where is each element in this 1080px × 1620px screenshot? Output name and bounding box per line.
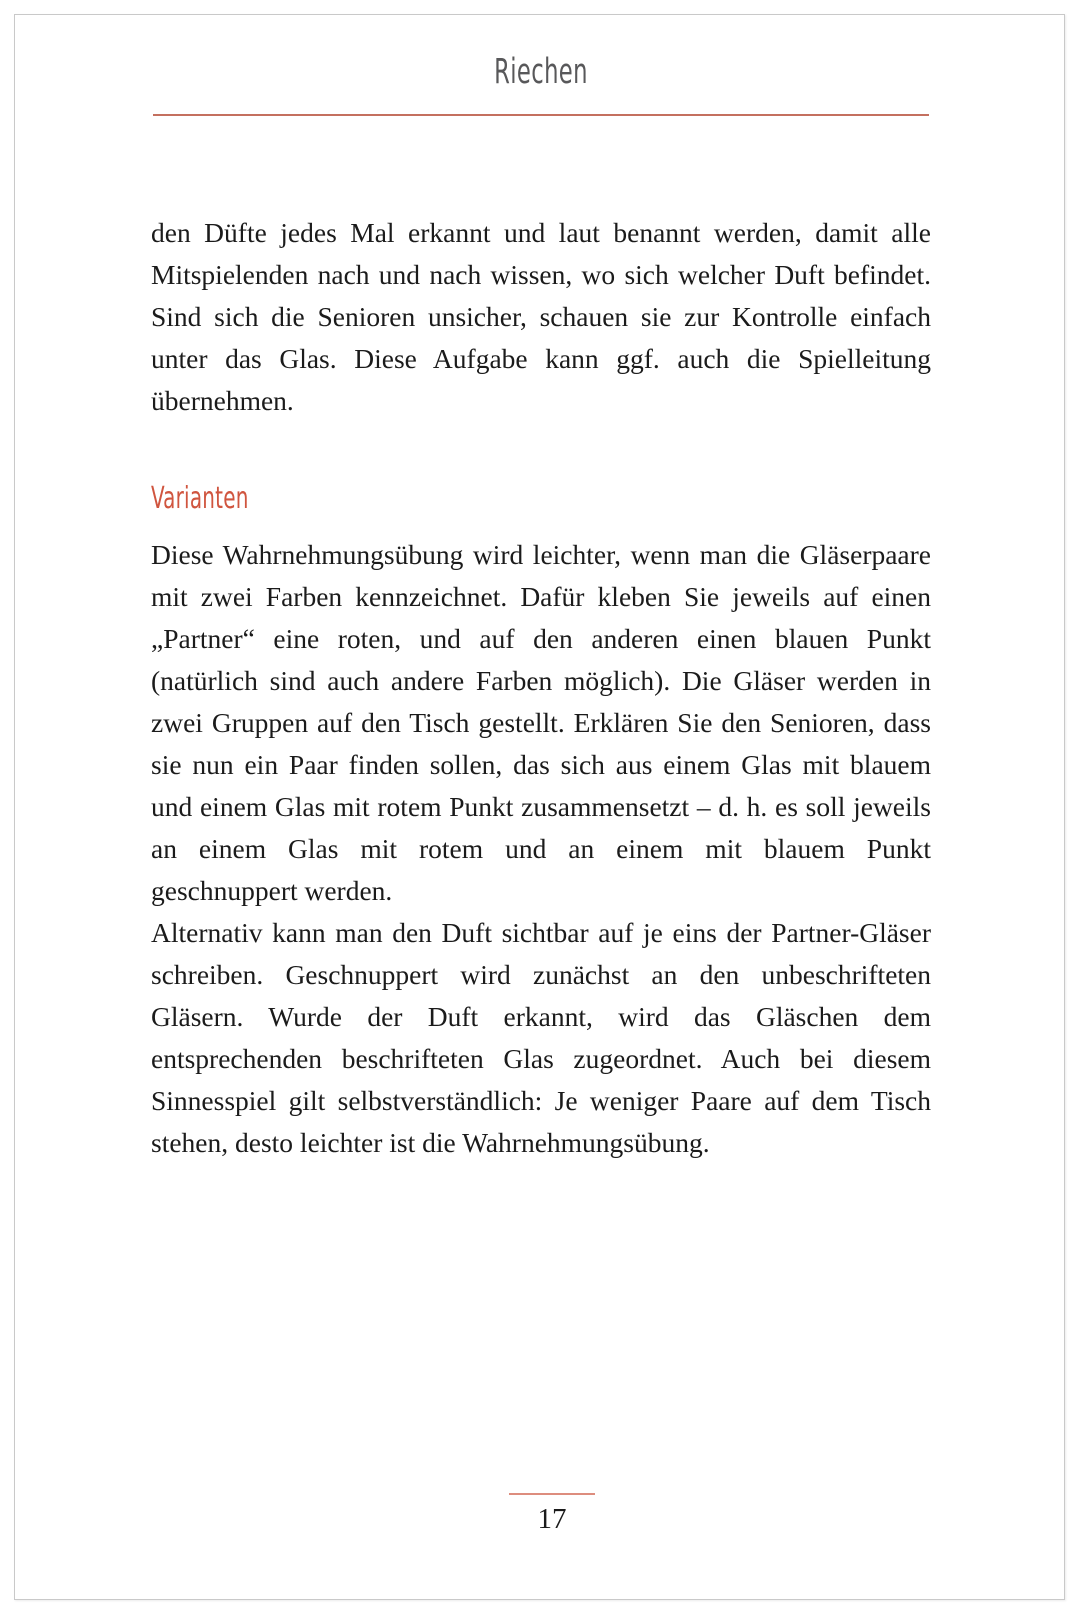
document-page-sheet [14, 14, 1065, 1600]
paragraph-varianten-2: Alternativ kann man den Duft sichtbar auf je eins der Partner-Gläser schreiben. Geschnuppert wird zunächst an den unbeschrifteten Gläsern. Wurde der Duft erkannt, wird das Gläschen dem entsprechenden beschrifteten Glas zugeordnet. Auch bei diesem Sinnesspiel gilt selbstverständlich: Je weniger Paare auf dem Tisch stehen, desto leichter ist die Wahrnehmungsübung. [151, 917, 931, 1158]
section-heading-block [151, 481, 931, 516]
paragraph-continuation: den Düfte jedes Mal erkannt und laut benannt werden, damit alle Mitspielenden nach und nach wissen, wo sich welcher Duft befindet. Sind sich die Senioren unsicher, schauen sie zur Kontrolle einfach unter das Glas. Diese Aufgabe kann ggf. auch die Spielleitung übernehmen. [151, 217, 931, 416]
section-heading-varianten: Varianten [151, 481, 249, 516]
paragraph-varianten-1: Diese Wahrnehmungsübung wird leichter, wenn man die Gläserpaare mit zwei Farben kennzeichnet. Dafür kleben Sie jeweils auf einen „Partner“ eine roten, und auf den anderen einen blauen Punkt (natürlich sind auch andere Farben möglich). Die Gläser werden in zwei Gruppen auf den Tisch gestellt. Erklären Sie den Senioren, dass sie nun ein Paar finden sollen, das sich aus einem Glas mit blauem und einem Glas mit rotem Punkt zusammensetzt – d. h. es soll jeweils an einem Glas mit rotem und an einem mit blauem Punkt geschnuppert werden. [151, 539, 931, 906]
text-column [151, 212, 931, 1164]
header-divider-rule [153, 114, 929, 116]
running-head [153, 53, 929, 92]
page-number: 17 [537, 1503, 567, 1535]
running-head-title: Riechen [494, 52, 588, 92]
footer-divider-rule [509, 1493, 595, 1495]
